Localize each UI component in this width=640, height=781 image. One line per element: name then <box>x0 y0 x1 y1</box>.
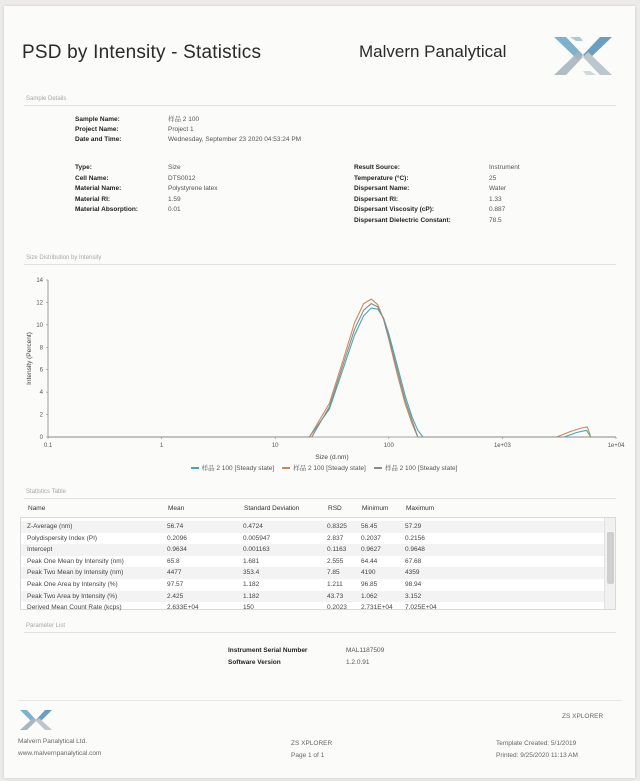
table-cell: 0.2096 <box>167 534 187 542</box>
table-cell: 2.425 <box>167 592 184 600</box>
table-cell: 98.94 <box>405 581 422 588</box>
table-cell: 56.45 <box>361 523 378 530</box>
sample-name-label: Sample Name: <box>75 116 120 123</box>
property-value: Size <box>168 164 181 171</box>
x-axis-title: Size (d.nm) <box>315 454 349 461</box>
property-value: 0.887 <box>489 206 506 213</box>
table-cell: 0.005947 <box>243 534 271 542</box>
footer-company: Malvern Panalytical Ltd. <box>18 738 88 745</box>
property-label: Cell Name: <box>75 174 109 182</box>
table-cell: 2.555 <box>327 557 344 565</box>
malvern-logo-icon <box>552 33 614 77</box>
property-label: Type: <box>75 164 92 171</box>
y-axis-title: Intensity (Percent) <box>26 332 33 385</box>
y-tick-label: 6 <box>39 367 43 374</box>
divider <box>24 632 616 633</box>
table-cell: 0.9648 <box>405 546 425 554</box>
parameter-label: Instrument Serial Number <box>228 647 308 654</box>
table-row[interactable] <box>21 533 604 545</box>
table-cell: 4477 <box>167 569 182 577</box>
legend-item-1 <box>191 463 275 472</box>
x-tick-label: 10 <box>271 443 279 449</box>
legend-label: 样品 2 100 [Steady state] <box>201 465 275 472</box>
divider <box>24 498 616 499</box>
property-label: Result Source: <box>354 164 400 171</box>
table-cell: 1.182 <box>243 592 260 600</box>
table-cell: Peak One Area by Intensity (%) <box>27 581 118 588</box>
y-tick-label: 12 <box>36 300 43 307</box>
table-cell: 0.4724 <box>243 523 263 530</box>
column-header: Mean <box>168 505 185 512</box>
sample-name-value: 样品 2 100 <box>168 116 200 123</box>
table-cell: 0.8325 <box>327 523 347 530</box>
column-header: Minimum <box>362 505 389 512</box>
table-cell: Polydispersity Index (PI) <box>27 534 98 542</box>
property-value: 78.5 <box>489 216 502 224</box>
statistics-table-label: Statistics Table <box>26 489 66 495</box>
statistics-table-header <box>20 505 620 517</box>
table-cell: 4190 <box>361 569 376 577</box>
footer-logo-icon <box>18 708 54 732</box>
table-row[interactable] <box>21 567 604 579</box>
table-cell: 4359 <box>405 569 420 577</box>
legend-swatch <box>374 467 382 469</box>
property-label: Material Name: <box>75 185 122 192</box>
footer-page-number: Page 1 of 1 <box>291 752 325 759</box>
footer-product-top: ZS XPLORER <box>562 713 604 720</box>
x-tick-label: 0.1 <box>43 443 53 449</box>
project-name-label: Project Name: <box>75 126 119 133</box>
property-label: Dispersant Name: <box>354 185 410 192</box>
table-scrollbar[interactable] <box>604 518 615 609</box>
table-row[interactable] <box>21 602 604 614</box>
sample-details-label: Sample Details <box>26 96 67 102</box>
table-cell: 7.85 <box>327 569 340 577</box>
column-header: RSD <box>328 505 342 512</box>
report-page <box>4 6 635 778</box>
table-cell: 65.8 <box>167 557 180 565</box>
table-cell: 150 <box>243 604 254 612</box>
chart-section-label: Size Distribution by Intensity <box>26 255 102 261</box>
table-cell: 1.062 <box>361 592 378 600</box>
divider <box>24 264 616 265</box>
x-tick-label: 1 <box>159 443 164 449</box>
property-label: Dispersant Dielectric Constant: <box>354 216 451 224</box>
parameter-label: Software Version <box>228 659 281 666</box>
table-cell: Z-Average (nm) <box>27 523 73 530</box>
brand-name: Malvern Panalytical <box>359 42 507 61</box>
table-cell: 0.9627 <box>361 546 381 554</box>
table-cell: 97.57 <box>167 581 184 588</box>
table-row[interactable] <box>21 521 604 533</box>
table-cell: 2.837 <box>327 534 344 542</box>
table-cell: 0.001163 <box>243 546 270 554</box>
table-row[interactable] <box>21 556 604 568</box>
table-cell: Intercept <box>27 546 53 554</box>
statistics-table[interactable] <box>20 517 616 610</box>
legend-item-2 <box>282 463 366 472</box>
table-cell: 0.9634 <box>167 546 187 554</box>
table-cell: 353.4 <box>243 569 260 577</box>
parameter-value: MAL1187509 <box>346 647 385 654</box>
property-value: Polystyrene latex <box>168 185 218 192</box>
column-header: Name <box>28 505 46 512</box>
series-line-2 <box>48 299 616 437</box>
table-cell: 2.633E+04 <box>167 604 199 612</box>
y-tick-label: 4 <box>39 390 43 397</box>
property-label: Material RI: <box>75 195 111 203</box>
footer-template-created: Template Created: 5/1/2019 <box>496 740 577 747</box>
y-tick-label: 8 <box>39 345 43 352</box>
property-value: 0.01 <box>168 206 181 213</box>
column-header: Standard Deviation <box>244 505 300 512</box>
x-tick-label: 1e+04 <box>607 443 625 449</box>
x-tick-label: 100 <box>383 443 394 449</box>
table-cell: 0.2037 <box>361 534 381 542</box>
table-row[interactable] <box>21 591 604 603</box>
property-value: Instrument <box>489 164 520 171</box>
table-row[interactable] <box>21 579 604 591</box>
table-cell: 1.681 <box>243 557 260 565</box>
series-line-1 <box>48 308 616 437</box>
table-cell: Derived Mean Count Rate (kcps) <box>27 604 122 612</box>
legend-label: 样品 2 100 [Steady state] <box>384 465 458 472</box>
y-tick-label: 10 <box>36 322 43 329</box>
table-cell: 0.2023 <box>327 604 347 612</box>
table-cell: 0.2156 <box>405 534 425 542</box>
table-cell: Peak Two Mean by Intensity (nm) <box>27 569 124 577</box>
table-cell: 67.68 <box>405 557 422 565</box>
legend-label: 样品 2 100 [Steady state] <box>293 465 366 472</box>
report-title: PSD by Intensity - Statistics <box>22 42 262 63</box>
date-time-label: Date and Time: <box>75 136 122 143</box>
table-cell: 0.1163 <box>327 546 347 554</box>
table-cell: 3.152 <box>405 592 422 600</box>
date-time-value: Wednesday, September 23 2020 04:53:24 PM <box>168 136 302 143</box>
property-value: Water <box>489 185 507 192</box>
property-value: 25 <box>489 174 497 182</box>
project-name-value: Project 1 <box>168 126 194 133</box>
property-label: Material Absorption: <box>75 206 138 213</box>
table-cell: 1.182 <box>243 581 260 588</box>
footer-divider <box>18 700 622 701</box>
footer-printed: Printed: 9/25/2020 11:13 AM <box>496 752 578 759</box>
parameter-list-label: Parameter List <box>26 623 66 629</box>
series-line-3 <box>48 304 616 437</box>
chart-legend <box>24 463 624 472</box>
table-cell: 1.211 <box>327 581 343 588</box>
table-cell: Peak One Mean by Intensity (nm) <box>27 557 124 565</box>
footer-website[interactable]: www.malvernpanalytical.com <box>18 750 102 757</box>
table-cell: 64.44 <box>361 557 378 565</box>
y-tick-label: 0 <box>39 435 43 441</box>
table-row[interactable] <box>21 544 604 556</box>
table-cell: 2.731E+04 <box>361 604 393 612</box>
size-distribution-chart <box>22 272 625 462</box>
divider <box>24 105 616 106</box>
x-tick-label: 1e+03 <box>493 443 511 449</box>
property-label: Dispersant RI: <box>354 195 399 203</box>
legend-item-3 <box>374 463 458 472</box>
property-value: 1.59 <box>168 195 181 203</box>
property-label: Dispersant Viscosity (cP): <box>354 206 435 213</box>
y-tick-label: 2 <box>39 412 43 419</box>
property-value: 1.33 <box>489 195 502 203</box>
legend-swatch <box>191 467 199 469</box>
column-header: Maximum <box>406 505 435 512</box>
table-cell: 7.025E+04 <box>405 604 437 612</box>
table-cell: 96.85 <box>361 581 378 588</box>
scrollbar-thumb[interactable] <box>607 532 614 584</box>
table-cell: 56.74 <box>167 523 184 530</box>
footer-product-center: ZS XPLORER <box>291 740 333 747</box>
parameter-value: 1.2.0.91 <box>346 659 370 666</box>
legend-swatch <box>282 467 290 469</box>
property-value: DTS0012 <box>168 174 196 182</box>
table-cell: Peak Two Area by Intensity (%) <box>27 592 118 600</box>
table-cell: 43.73 <box>327 592 344 600</box>
property-label: Temperature (°C): <box>354 174 409 182</box>
table-cell: 57.29 <box>405 523 422 530</box>
y-tick-label: 14 <box>36 278 43 284</box>
